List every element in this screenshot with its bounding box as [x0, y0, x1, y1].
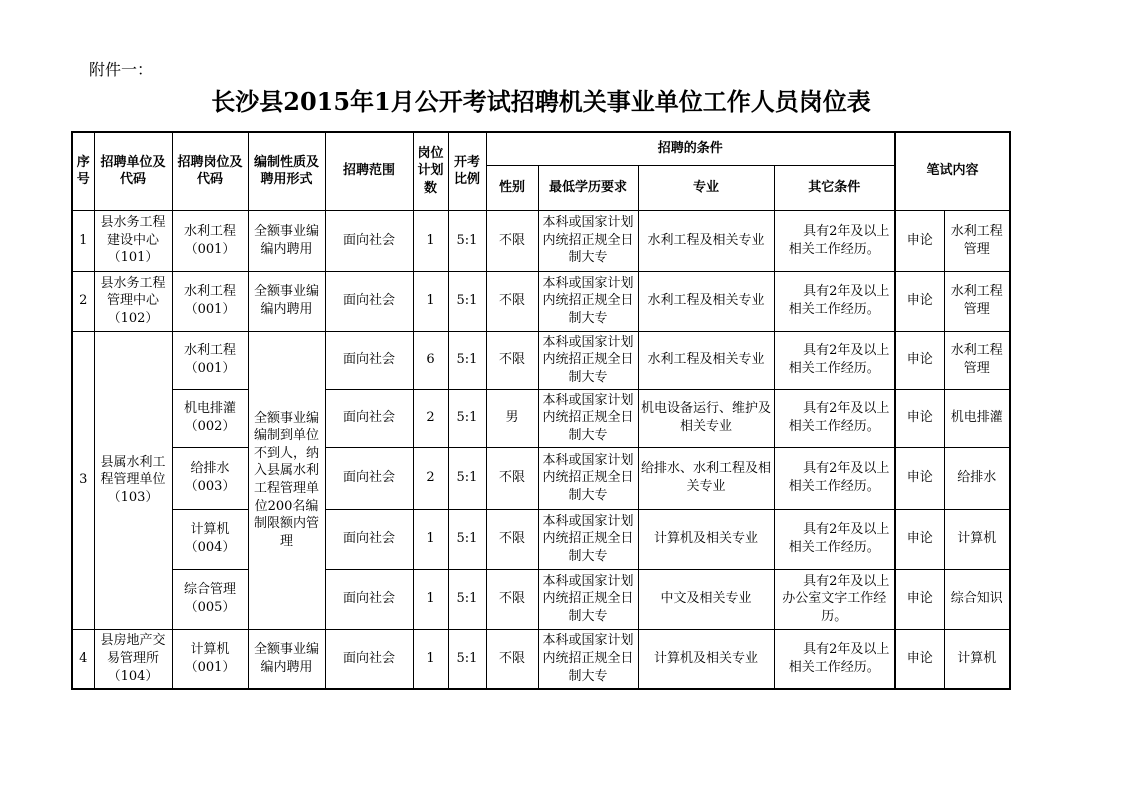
cell-post: 水利工程（001） [172, 271, 248, 331]
cell-staffing: 全额事业编编内聘用 [248, 271, 325, 331]
table-row [72, 331, 1010, 389]
cell-exam-subject-2: 机电排灌 [944, 389, 1010, 447]
cell-exam-subject-1: 申论 [895, 629, 944, 689]
cell-other: 具有2年及以上相关工作经历。 [774, 271, 895, 331]
cell-plan: 1 [413, 271, 448, 331]
cell-unit: 县属水利工程管理单位（103） [94, 331, 172, 629]
cell-major: 水利工程及相关专业 [638, 271, 774, 331]
cell-exam-subject-1: 申论 [895, 509, 944, 569]
cell-major: 中文及相关专业 [638, 569, 774, 629]
cell-unit: 县房地产交易管理所（104） [94, 629, 172, 689]
cell-gender: 男 [486, 389, 538, 447]
cell-ratio: 5:1 [448, 509, 486, 569]
cell-post: 给排水（003） [172, 447, 248, 509]
cell-unit: 县水务工程管理中心（102） [94, 271, 172, 331]
col-header-post: 招聘岗位及代码 [172, 132, 248, 210]
cell-ratio: 5:1 [448, 447, 486, 509]
table-row [72, 629, 1010, 689]
cell-scope: 面向社会 [325, 629, 413, 689]
cell-ratio: 5:1 [448, 271, 486, 331]
cell-exam-subject-1: 申论 [895, 569, 944, 629]
cell-scope: 面向社会 [325, 271, 413, 331]
cell-plan: 2 [413, 447, 448, 509]
cell-ratio: 5:1 [448, 210, 486, 271]
cell-gender: 不限 [486, 447, 538, 509]
cell-education: 本科或国家计划内统招正规全日制大专 [538, 210, 638, 271]
cell-exam-subject-2: 计算机 [944, 509, 1010, 569]
col-header-education: 最低学历要求 [538, 165, 638, 210]
cell-other: 具有2年及以上相关工作经历。 [774, 509, 895, 569]
attachment-label: 附件一： [89, 60, 154, 79]
cell-staffing: 全额事业编编内聘用 [248, 629, 325, 689]
cell-scope: 面向社会 [325, 389, 413, 447]
cell-post: 计算机（004） [172, 509, 248, 569]
cell-education: 本科或国家计划内统招正规全日制大专 [538, 389, 638, 447]
cell-education: 本科或国家计划内统招正规全日制大专 [538, 509, 638, 569]
cell-exam-subject-2: 水利工程管理 [944, 331, 1010, 389]
cell-other: 具有2年及以上相关工作经历。 [774, 210, 895, 271]
cell-plan: 1 [413, 210, 448, 271]
cell-exam-subject-1: 申论 [895, 331, 944, 389]
cell-plan: 6 [413, 331, 448, 389]
cell-post: 水利工程（001） [172, 331, 248, 389]
table-row [72, 509, 1010, 569]
cell-gender: 不限 [486, 271, 538, 331]
page-title: 长沙县2015年1月公开考试招聘机关事业单位工作人员岗位表 [211, 87, 871, 116]
col-header-conditions-group: 招聘的条件 [486, 132, 895, 165]
positions-table [71, 131, 1011, 690]
cell-gender: 不限 [486, 629, 538, 689]
cell-plan: 2 [413, 389, 448, 447]
cell-plan: 1 [413, 629, 448, 689]
cell-ratio: 5:1 [448, 331, 486, 389]
cell-post: 综合管理（005） [172, 569, 248, 629]
col-header-unit: 招聘单位及代码 [94, 132, 172, 210]
cell-exam-subject-2: 给排水 [944, 447, 1010, 509]
cell-exam-subject-2: 综合知识 [944, 569, 1010, 629]
table-row [72, 447, 1010, 509]
cell-education: 本科或国家计划内统招正规全日制大专 [538, 629, 638, 689]
cell-scope: 面向社会 [325, 210, 413, 271]
table-row [72, 210, 1010, 271]
col-header-plan: 岗位计划数 [413, 132, 448, 210]
cell-exam-subject-1: 申论 [895, 389, 944, 447]
cell-gender: 不限 [486, 210, 538, 271]
cell-other: 具有2年及以上相关工作经历。 [774, 389, 895, 447]
cell-seq: 2 [72, 271, 94, 331]
cell-education: 本科或国家计划内统招正规全日制大专 [538, 271, 638, 331]
col-header-seq: 序号 [72, 132, 94, 210]
cell-education: 本科或国家计划内统招正规全日制大专 [538, 569, 638, 629]
cell-seq: 4 [72, 629, 94, 689]
cell-other: 具有2年及以上相关工作经历。 [774, 447, 895, 509]
cell-ratio: 5:1 [448, 629, 486, 689]
cell-ratio: 5:1 [448, 569, 486, 629]
cell-major: 水利工程及相关专业 [638, 210, 774, 271]
cell-exam-subject-1: 申论 [895, 210, 944, 271]
cell-ratio: 5:1 [448, 389, 486, 447]
cell-exam-subject-2: 计算机 [944, 629, 1010, 689]
cell-exam-subject-2: 水利工程管理 [944, 210, 1010, 271]
cell-plan: 1 [413, 509, 448, 569]
cell-other: 具有2年及以上办公室文字工作经历。 [774, 569, 895, 629]
cell-education: 本科或国家计划内统招正规全日制大专 [538, 331, 638, 389]
col-header-gender: 性别 [486, 165, 538, 210]
col-header-written-exam: 笔试内容 [895, 132, 1010, 210]
col-header-scope: 招聘范围 [325, 132, 413, 210]
cell-major: 水利工程及相关专业 [638, 331, 774, 389]
cell-unit: 县水务工程建设中心（101） [94, 210, 172, 271]
cell-major: 计算机及相关专业 [638, 629, 774, 689]
cell-seq: 1 [72, 210, 94, 271]
cell-exam-subject-1: 申论 [895, 271, 944, 331]
cell-scope: 面向社会 [325, 509, 413, 569]
cell-major: 机电设备运行、维护及相关专业 [638, 389, 774, 447]
cell-scope: 面向社会 [325, 569, 413, 629]
cell-exam-subject-2: 水利工程管理 [944, 271, 1010, 331]
header-row-1 [72, 132, 1010, 165]
cell-staffing: 全额事业编编内聘用 [248, 210, 325, 271]
cell-post: 计算机（001） [172, 629, 248, 689]
cell-other: 具有2年及以上相关工作经历。 [774, 629, 895, 689]
cell-plan: 1 [413, 569, 448, 629]
col-header-ratio: 开考比例 [448, 132, 486, 210]
table-row [72, 389, 1010, 447]
cell-post: 机电排灌（002） [172, 389, 248, 447]
table-row [72, 271, 1010, 331]
cell-gender: 不限 [486, 509, 538, 569]
cell-other: 具有2年及以上相关工作经历。 [774, 331, 895, 389]
cell-major: 给排水、水利工程及相关专业 [638, 447, 774, 509]
cell-major: 计算机及相关专业 [638, 509, 774, 569]
cell-staffing: 全额事业编编制到单位不到人，纳入县属水利工程管理单位200名编制限额内管理 [248, 331, 325, 629]
col-header-major: 专业 [638, 165, 774, 210]
cell-gender: 不限 [486, 569, 538, 629]
cell-scope: 面向社会 [325, 331, 413, 389]
table-row [72, 569, 1010, 629]
cell-education: 本科或国家计划内统招正规全日制大专 [538, 447, 638, 509]
cell-post: 水利工程（001） [172, 210, 248, 271]
cell-seq: 3 [72, 331, 94, 629]
col-header-staffing: 编制性质及聘用形式 [248, 132, 325, 210]
cell-scope: 面向社会 [325, 447, 413, 509]
cell-exam-subject-1: 申论 [895, 447, 944, 509]
col-header-other: 其它条件 [774, 165, 895, 210]
cell-gender: 不限 [486, 331, 538, 389]
